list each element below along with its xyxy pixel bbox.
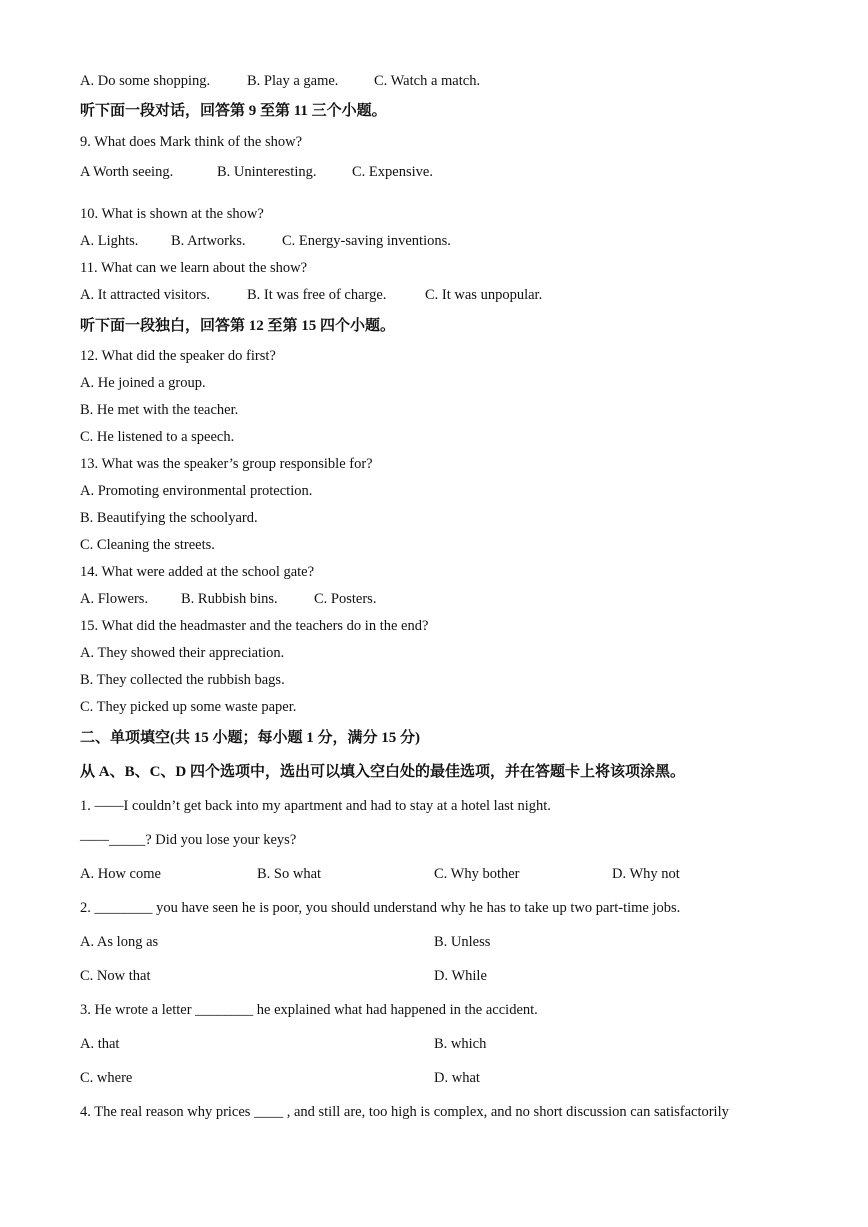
q15-option-a: A. They showed their appreciation.: [80, 645, 285, 661]
q13-option-b: B. Beautifying the schoolyard.: [80, 510, 258, 526]
q10-option-b: B. Artworks.: [171, 233, 246, 249]
mc3-option-a: A. that: [80, 1036, 120, 1052]
q11-stem: 11. What can we learn about the show?: [80, 260, 308, 276]
q12-option-a: A. He joined a group.: [80, 375, 206, 391]
mc3-option-c: C. where: [80, 1070, 133, 1086]
q14-option-c: C. Posters.: [314, 591, 377, 607]
mc3-option-d: D. what: [434, 1070, 480, 1086]
q10-option-c: C. Energy-saving inventions.: [282, 233, 451, 249]
q14-stem: 14. What were added at the school gate?: [80, 564, 315, 580]
q12-option-c: C. He listened to a speech.: [80, 429, 235, 445]
q11-option-c: C. It was unpopular.: [425, 287, 543, 303]
mc3-option-b: B. which: [434, 1036, 487, 1052]
part2-title: 二、单项填空(共 15 小题；每小题 1 分，满分 15 分): [80, 730, 420, 746]
q10-stem: 10. What is shown at the show?: [80, 206, 264, 222]
q12-option-b: B. He met with the teacher.: [80, 402, 239, 418]
q9-option-c: C. Expensive.: [352, 164, 433, 180]
mc1-stem-line1: 1. ——I couldn’t get back into my apartment and had to stay at a hotel last night.: [80, 798, 551, 814]
mc2-stem: 2. ________ you have seen he is poor, you should understand why he has to take up two part-time jobs.: [80, 900, 681, 916]
mc1-stem-line2: ——_____? Did you lose your keys?: [80, 832, 297, 848]
q13-option-c: C. Cleaning the streets.: [80, 537, 215, 553]
q9-option-a: A Worth seeing.: [80, 164, 174, 180]
mc4-stem: 4. The real reason why prices ____ , and still are, too high is complex, and no short discussion can satisfactorily: [80, 1104, 729, 1120]
mc2-option-d: D. While: [434, 968, 487, 984]
q9-stem: 9. What does Mark think of the show?: [80, 134, 303, 150]
q9-option-b: B. Uninteresting.: [217, 164, 317, 180]
mc2-option-a: A. As long as: [80, 934, 159, 950]
section-dialog-heading: 听下面一段对话，回答第 9 至第 11 三个小题。: [80, 103, 387, 119]
mc2-option-b: B. Unless: [434, 934, 491, 950]
q14-option-a: A. Flowers.: [80, 591, 149, 607]
mc1-option-c: C. Why bother: [434, 866, 520, 882]
q14-option-b: B. Rubbish bins.: [181, 591, 278, 607]
q10-option-a: A. Lights.: [80, 233, 139, 249]
q15-stem: 15. What did the headmaster and the teachers do in the end?: [80, 618, 429, 634]
q15-option-b: B. They collected the rubbish bags.: [80, 672, 285, 688]
q13-stem: 13. What was the speaker’s group responsible for?: [80, 456, 373, 472]
q12-stem: 12. What did the speaker do first?: [80, 348, 276, 364]
mc1-option-b: B. So what: [257, 866, 322, 882]
part2-instruction: 从 A、B、C、D 四个选项中，选出可以填入空白处的最佳选项，并在答题卡上将该项涂黑。: [80, 764, 686, 780]
mc2-option-c: C. Now that: [80, 968, 151, 984]
mc1-option-d: D. Why not: [612, 866, 680, 882]
q8-option-a: A. Do some shopping.: [80, 73, 211, 89]
q15-option-c: C. They picked up some waste paper.: [80, 699, 297, 715]
section-monologue-heading: 听下面一段独白，回答第 12 至第 15 四个小题。: [80, 318, 396, 334]
q11-option-a: A. It attracted visitors.: [80, 287, 211, 303]
q11-option-b: B. It was free of charge.: [247, 287, 387, 303]
q8-option-b: B. Play a game.: [247, 73, 339, 89]
q13-option-a: A. Promoting environmental protection.: [80, 483, 313, 499]
mc1-option-a: A. How come: [80, 866, 161, 882]
mc3-stem: 3. He wrote a letter ________ he explained what had happened in the accident.: [80, 1002, 538, 1018]
q8-option-c: C. Watch a match.: [374, 73, 481, 89]
